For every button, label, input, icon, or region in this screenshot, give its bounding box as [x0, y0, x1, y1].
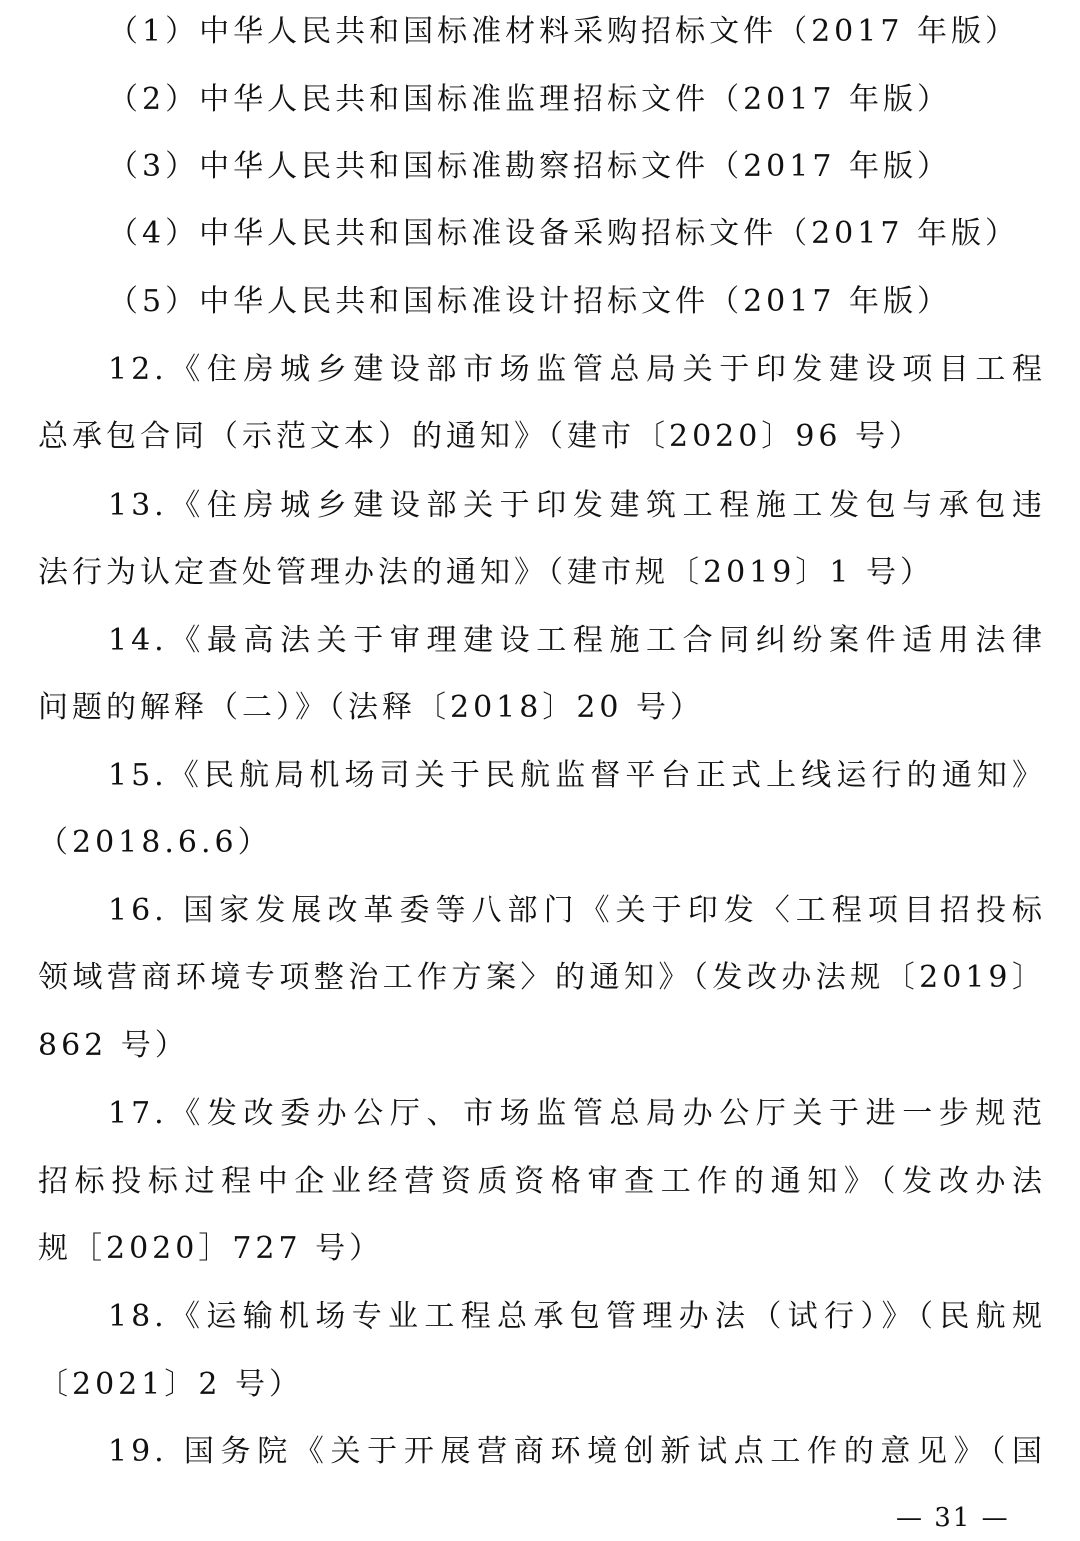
- text-line-3: （3）中华人民共和国标准勘察招标文件（2017 年版）: [108, 149, 951, 184]
- text-line-9: 法行为认定查处管理办法的通知》（建市规〔2019〕1 号）: [38, 555, 934, 590]
- text-line-5: （5）中华人民共和国标准设计招标文件（2017 年版）: [108, 284, 951, 319]
- page-number: — 31 —: [896, 1503, 1010, 1533]
- text-line-21: 〔2021〕2 号）: [38, 1367, 303, 1402]
- text-line-8: 13.《住房城乡建设部关于印发建筑工程施工发包与承包违: [108, 488, 1046, 523]
- text-line-4: （4）中华人民共和国标准设备采购招标文件（2017 年版）: [108, 216, 1019, 251]
- text-line-6: 12.《住房城乡建设部市场监管总局关于印发建设项目工程: [108, 352, 1046, 387]
- text-line-16: 862 号）: [38, 1028, 189, 1063]
- text-line-15: 领域营商环境专项整治工作方案〉的通知》（发改办法规〔2019〕: [38, 960, 1046, 995]
- text-line-10: 14.《最高法关于审理建设工程施工合同纠纷案件适用法律: [108, 623, 1046, 658]
- text-line-13: （2018.6.6）: [38, 825, 272, 860]
- text-line-1: （1）中华人民共和国标准材料采购招标文件（2017 年版）: [108, 14, 1019, 49]
- text-line-11: 问题的解释（二）》（法释〔2018〕20 号）: [38, 690, 705, 725]
- text-line-22: 19. 国务院《关于开展营商环境创新试点工作的意见》（国: [108, 1434, 1046, 1469]
- text-line-7: 总承包合同（示范文本）的通知》（建市〔2020〕96 号）: [38, 419, 924, 454]
- text-line-14: 16. 国家发展改革委等八部门《关于印发〈工程项目招投标: [108, 893, 1046, 928]
- text-line-19: 规［2020］727 号）: [38, 1231, 384, 1266]
- text-line-2: （2）中华人民共和国标准监理招标文件（2017 年版）: [108, 82, 951, 117]
- text-line-17: 17.《发改委办公厅、市场监管总局办公厅关于进一步规范: [108, 1096, 1046, 1131]
- text-line-18: 招标投标过程中企业经营资质资格审查工作的通知》（发改办法: [38, 1164, 1046, 1199]
- text-line-20: 18.《运输机场专业工程总承包管理办法（试行）》（民航规: [108, 1299, 1046, 1334]
- text-line-12: 15.《民航局机场司关于民航监督平台正式上线运行的通知》: [108, 758, 1046, 793]
